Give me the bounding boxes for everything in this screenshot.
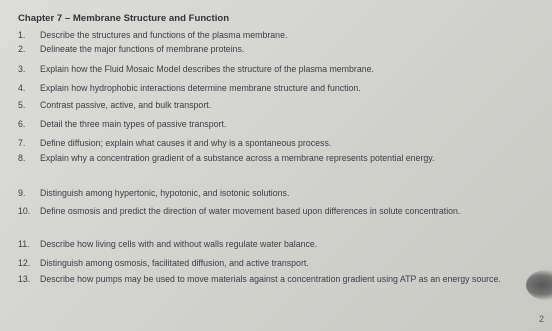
item-number: 11.	[18, 239, 30, 249]
page-number: 2	[538, 314, 544, 324]
item-number: 2.	[18, 44, 26, 54]
item-text: Detail the three main types of passive transport.	[40, 119, 227, 129]
item-number: 13.	[18, 274, 31, 284]
item-number: 12.	[18, 258, 31, 268]
item-number: 3.	[18, 64, 26, 74]
item-number: 10.	[18, 206, 31, 216]
item-text: Describe how living cells with and without walls regulate water balance.	[40, 239, 318, 249]
item-number: 5.	[18, 100, 26, 110]
item-text: Explain why a concentration gradient of a substance across a membrane represents potential energy.	[40, 153, 435, 163]
item-number: 9.	[18, 188, 26, 198]
item-text: Explain how the Fluid Mosaic Model describes the structure of the plasma membrane.	[40, 64, 374, 74]
item-number: 7.	[18, 138, 26, 148]
item-number: 6.	[18, 119, 26, 129]
item-text: Define osmosis and predict the direction of water movement based upon differences in solute concentration.	[40, 206, 461, 216]
item-text: Explain how hydrophobic interactions determine membrane structure and function.	[40, 83, 361, 93]
item-text: Delineate the major functions of membrane proteins.	[40, 44, 245, 54]
item-text: Distinguish among osmosis, facilitated diffusion, and active transport.	[40, 258, 309, 268]
chapter-title: Chapter 7 – Membrane Structure and Function	[18, 13, 230, 24]
item-text: Contrast passive, active, and bulk transport.	[40, 100, 212, 110]
item-number: 4.	[18, 83, 26, 93]
item-text: Distinguish among hypertonic, hypotonic, and isotonic solutions.	[40, 188, 290, 198]
item-number: 8.	[18, 153, 26, 163]
item-number: 1.	[18, 30, 26, 40]
item-text: Describe the structures and functions of the plasma membrane.	[40, 30, 288, 40]
item-text: Describe how pumps may be used to move materials against a concentration gradient using ATP as an energy source.	[40, 274, 501, 284]
item-text: Define diffusion; explain what causes it and why is a spontaneous process.	[40, 138, 332, 148]
